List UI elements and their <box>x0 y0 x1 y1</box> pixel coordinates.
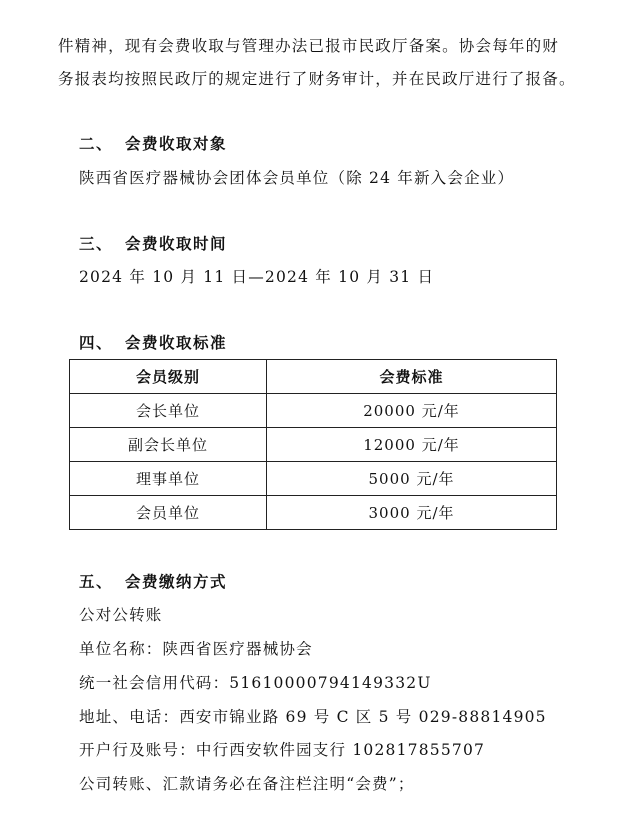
section-5-title: 会费缴纳方式 <box>125 573 228 591</box>
section-3-title: 会费收取时间 <box>125 235 228 253</box>
section-4-heading <box>79 331 227 353</box>
fee-table-cell-fee: 3000 元/年 <box>267 496 557 530</box>
fee-table-header-level: 会员级别 <box>70 360 267 394</box>
intro-line-1: 件精神，现有会费收取与管理办法已报市民政厅备案。协会每年的财 <box>58 37 560 55</box>
table-row <box>70 394 557 428</box>
section-3-content: 2024 年 10 月 11 日—2024 年 10 月 31 日 <box>79 268 435 286</box>
unit-name: 单位名称：陕西省医疗器械协会 <box>79 640 313 658</box>
section-5-heading <box>79 570 227 592</box>
fee-table-cell-level: 会长单位 <box>70 394 267 428</box>
fee-table-cell-level: 理事单位 <box>70 462 267 496</box>
remark-note: 公司转账、汇款请务必在备注栏注明“会费”； <box>79 775 415 793</box>
section-2-number: 二、 <box>79 135 114 153</box>
section-5-number: 五、 <box>79 573 114 591</box>
payment-method: 公对公转账 <box>79 606 163 624</box>
address-phone: 地址、电话：西安市锦业路 69 号 C 区 5 号 029-88814905 <box>79 708 547 726</box>
fee-table-cell-level: 会员单位 <box>70 496 267 530</box>
table-row <box>70 496 557 530</box>
fee-table-header-standard: 会费标准 <box>267 360 557 394</box>
fee-table-cell-level: 副会长单位 <box>70 428 267 462</box>
fee-table-cell-fee: 5000 元/年 <box>267 462 557 496</box>
intro-line-2: 务报表均按照民政厅的规定进行了财务审计，并在民政厅进行了报备。 <box>58 70 576 88</box>
section-2-heading <box>79 132 227 154</box>
bank-account: 开户行及账号：中行西安软件园支行 102817855707 <box>79 741 486 759</box>
table-row <box>70 428 557 462</box>
section-4-title: 会费收取标准 <box>125 334 228 352</box>
section-4-number: 四、 <box>79 334 114 352</box>
section-3-number: 三、 <box>79 235 114 253</box>
section-2-content: 陕西省医疗器械协会团体会员单位（除 24 年新入会企业） <box>79 169 515 187</box>
fee-table-cell-fee: 12000 元/年 <box>267 428 557 462</box>
fee-table-header-row <box>70 360 557 394</box>
fee-table <box>69 359 557 530</box>
section-2-title: 会费收取对象 <box>125 135 228 153</box>
section-3-heading <box>79 232 227 254</box>
credit-code: 统一社会信用代码：51610000794149332U <box>79 674 432 692</box>
fee-table-cell-fee: 20000 元/年 <box>267 394 557 428</box>
table-row <box>70 462 557 496</box>
